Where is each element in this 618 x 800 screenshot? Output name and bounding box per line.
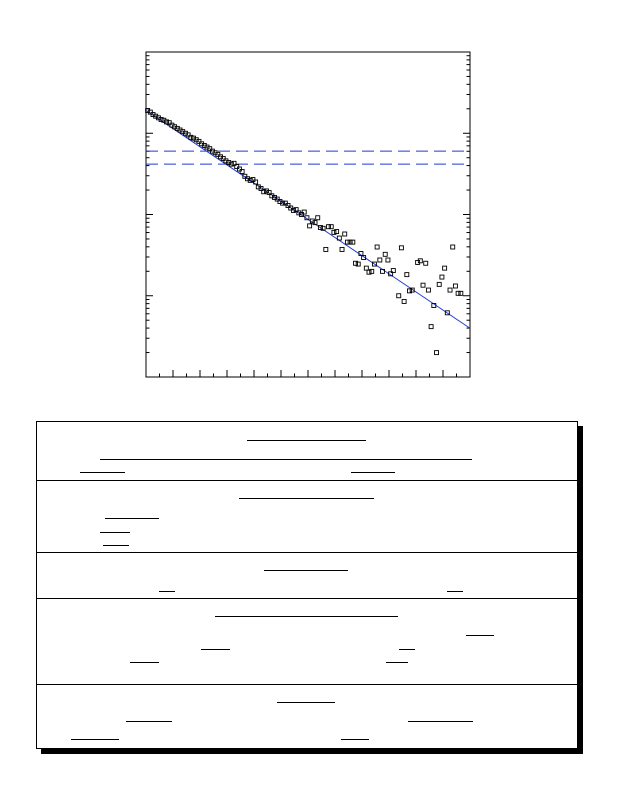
data-point [429,325,433,329]
section-1-rule-a [100,459,472,460]
section-5-rule-c [71,739,119,740]
panel-section-4 [37,598,577,685]
data-point [386,258,390,262]
data-point [453,284,457,288]
data-point [343,232,347,236]
data-point [405,273,409,277]
data-point [440,275,444,279]
data-point [324,247,328,251]
data-point [340,247,344,251]
data-point [402,299,406,303]
data-point [375,245,379,249]
data-point [316,216,320,220]
section-4-heading-rule [215,616,398,617]
panel-section-3 [37,552,577,599]
data-point [345,240,349,244]
panel-section-2 [37,480,577,553]
plot-frame [146,52,470,377]
section-2-rule-b [100,532,130,533]
section-1-rule-b [80,472,125,473]
data-point [399,246,403,250]
data-point [443,266,447,270]
section-1-heading-rule [247,440,366,441]
data-point [364,266,368,270]
data-point [451,245,455,249]
info-panel [36,421,578,749]
data-point [426,288,430,292]
section-3-rule-b [447,591,463,592]
section-2-rule-a [105,518,159,519]
data-points [146,109,463,355]
data-point [327,225,331,229]
data-point [378,258,382,262]
data-point [424,261,428,265]
section-2-rule-c [103,545,129,546]
section-4-rule-d [130,662,159,663]
panel-section-5 [37,684,577,748]
data-point [308,224,312,228]
section-5-heading-rule [277,702,335,703]
section-5-rule-a [126,721,172,722]
section-1-rule-c [351,472,395,473]
data-point [383,252,387,256]
reference-lines [146,151,470,164]
data-point [456,291,460,295]
data-point [351,240,355,244]
data-point [397,294,401,298]
section-4-rule-b [201,649,230,650]
data-point [435,351,439,355]
panel-section-1 [37,422,577,481]
section-5-rule-b [408,721,473,722]
data-point [448,288,452,292]
section-4-rule-c [399,649,415,650]
axis-ticks [146,56,470,377]
data-point [421,283,425,287]
plot-border [146,52,470,377]
section-5-rule-d [341,739,369,740]
section-3-heading-rule [264,570,348,571]
section-2-heading-rule [239,498,374,499]
section-3-rule-a [159,591,175,592]
section-4-rule-a [466,635,494,636]
data-point [437,282,441,286]
data-point [329,225,333,229]
data-point [348,240,352,244]
section-4-rule-e [386,662,408,663]
data-point [459,291,463,295]
